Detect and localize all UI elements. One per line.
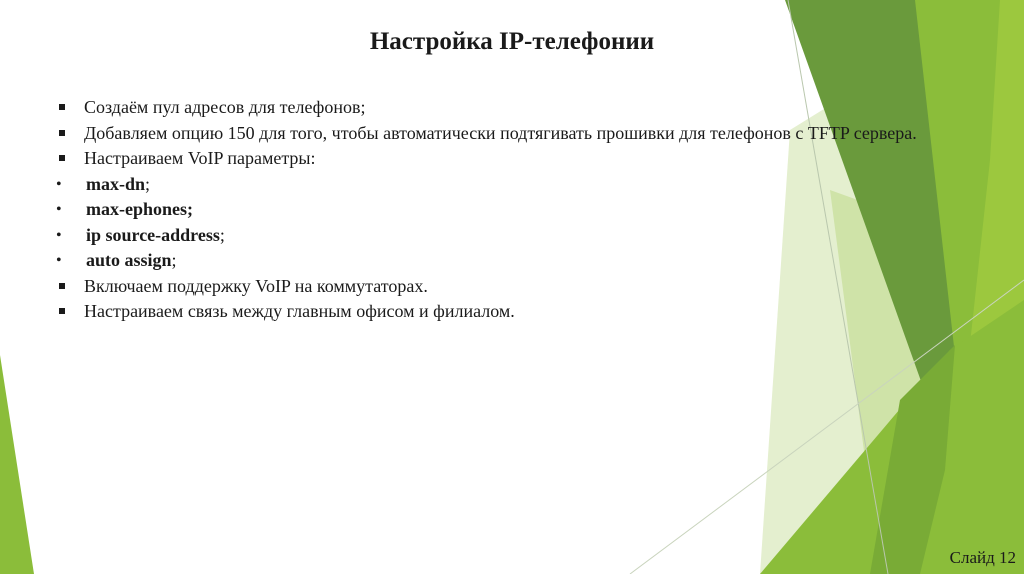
sub-list-item: • auto assign; (56, 248, 976, 274)
list-item: Настраиваем VoIP параметры: (56, 146, 976, 172)
slide-title: Настройка IP-телефонии (369, 28, 655, 55)
sub-list-item: • max-dn; (56, 172, 976, 198)
sub-list-item: • max-ephones; (56, 197, 976, 223)
bullet-list (56, 95, 976, 172)
sub-bullet-list (56, 172, 976, 274)
list-item: Добавляем опцию 150 для того, чтобы автоматически подтягивать прошивки для телефонов с TFTP сервера. (56, 121, 976, 147)
bullet-list-continued (56, 274, 976, 325)
slide-content (56, 95, 976, 325)
list-item: Включаем поддержку VoIP на коммутаторах. (56, 274, 976, 300)
sub-list-item: • ip source-address; (56, 223, 976, 249)
list-item: Создаём пул адресов для телефонов; (56, 95, 976, 121)
left-edge-triangle (0, 355, 34, 574)
slide-number: Слайд 12 (949, 548, 1016, 567)
list-item: Настраиваем связь между главным офисом и филиалом. (56, 299, 976, 325)
